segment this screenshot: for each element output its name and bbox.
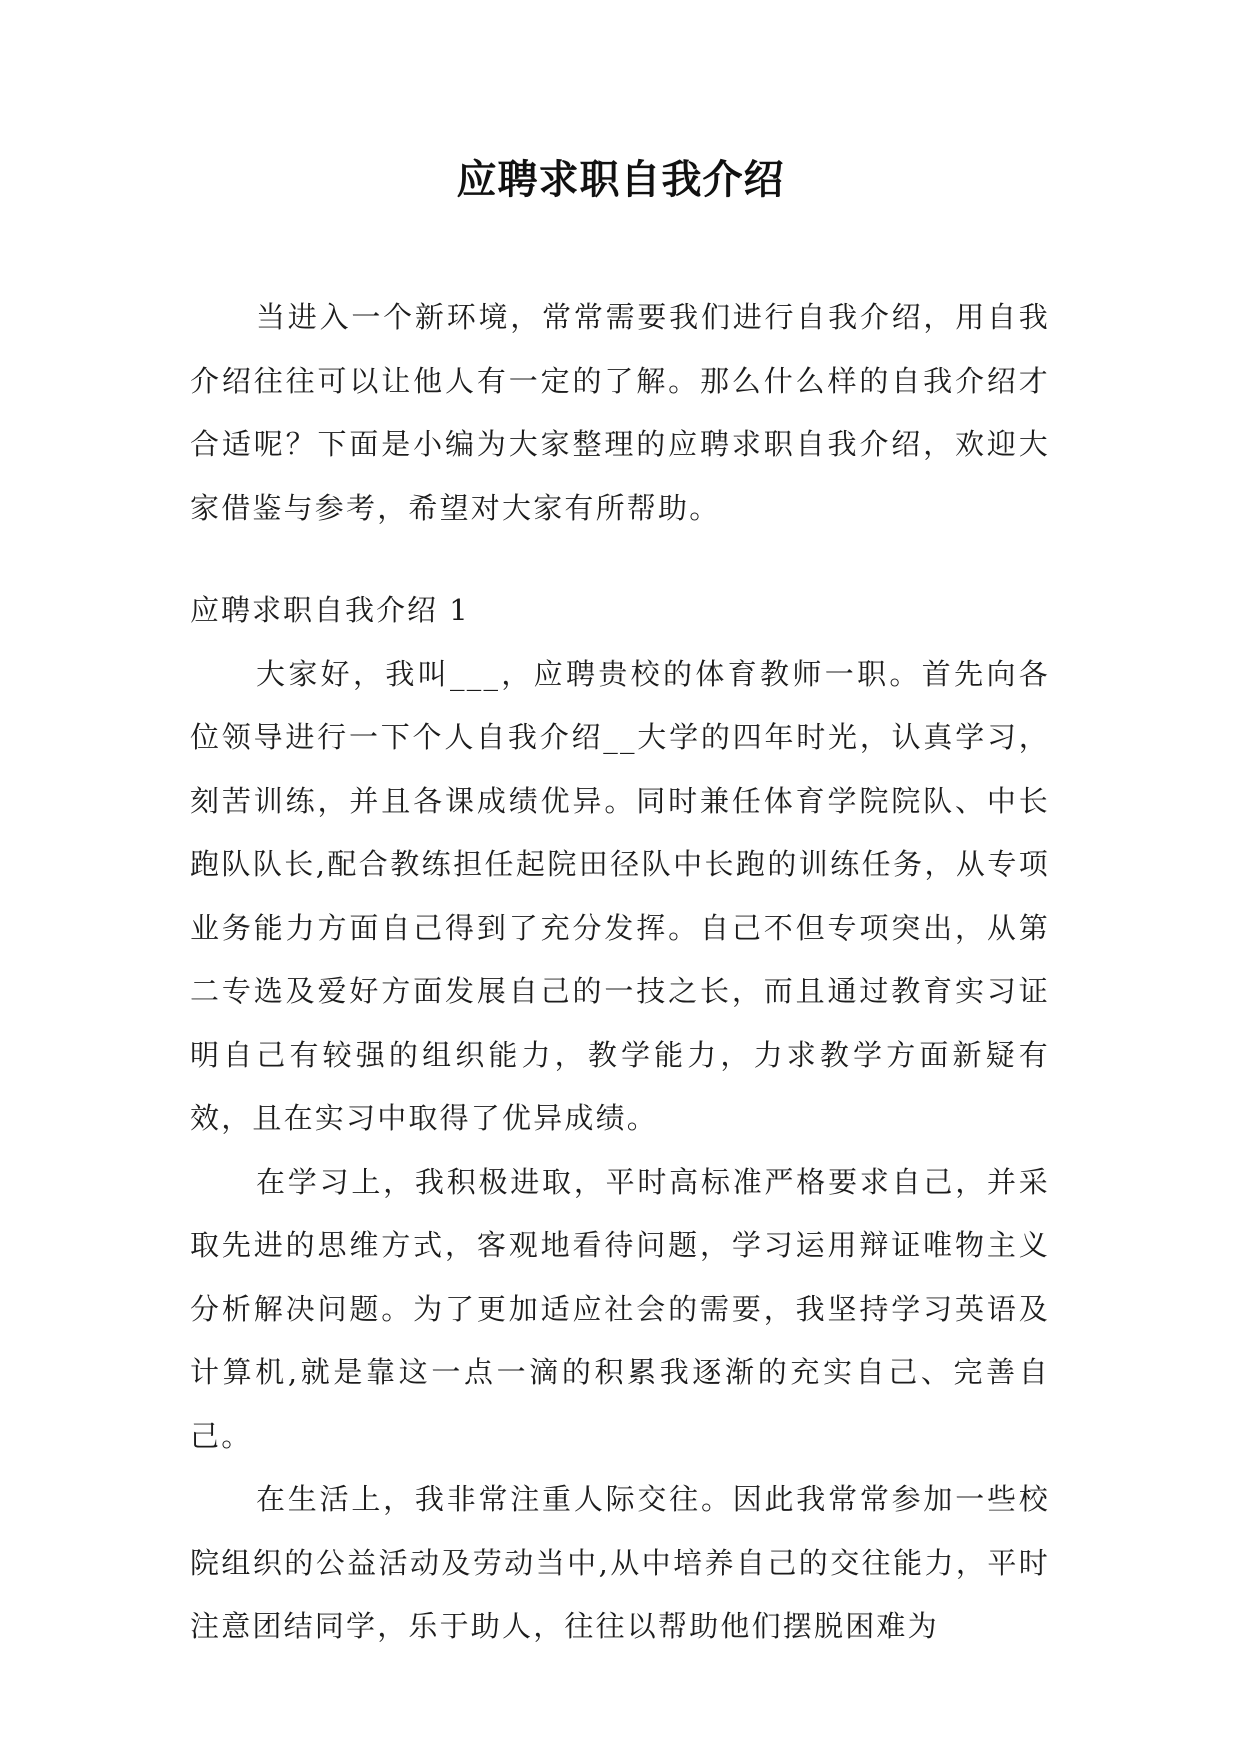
body-paragraph-3: 在生活上，我非常注重人际交往。因此我常常参加一些校院组织的公益活动及劳动当中,从中培养自己的交往能力，平时注意团结同学，乐于助人，往往以帮助他们摆脱困难为 bbox=[190, 1482, 1050, 1643]
body-paragraph-2: 在学习上，我积极进取，平时高标准严格要求自己，并采取先进的思维方式，客观地看待问题，学习运用辩证唯物主义分析解决问题。为了更加适应社会的需要，我坚持学习英语及计算机,就是靠这一点一滴的积累我逐渐的充实自己、完善自己。 bbox=[190, 1164, 1050, 1453]
intro-paragraph: 当进入一个新环境，常常需要我们进行自我介绍，用自我介绍往往可以让他人有一定的了解。那么什么样的自我介绍才合适呢？下面是小编为大家整理的应聘求职自我介绍，欢迎大家借鉴与参考，希望对大家有所帮助。 bbox=[190, 300, 1050, 525]
document-title: 应聘求职自我介绍 bbox=[456, 157, 785, 203]
body-paragraph-1: 大家好，我叫___，应聘贵校的体育教师一职。首先向各位领导进行一下个人自我介绍__大学的四年时光，认真学习，刻苦训练，并且各课成绩优异。同时兼任体育学院院队、中长跑队队长,配合教练担任起院田径队中长跑的训练任务，从专项业务能力方面自己得到了充分发挥。自己不但专项突出，从第二专选及爱好方面发展自己的一技之长，而且通过教育实习证明自己有较强的组织能力，教学能力，力求教学方面新疑有效，且在实习中取得了优异成绩。 bbox=[190, 656, 1050, 1135]
document-body bbox=[190, 286, 1050, 1659]
section-heading: 应聘求职自我介绍 1 bbox=[190, 593, 470, 627]
